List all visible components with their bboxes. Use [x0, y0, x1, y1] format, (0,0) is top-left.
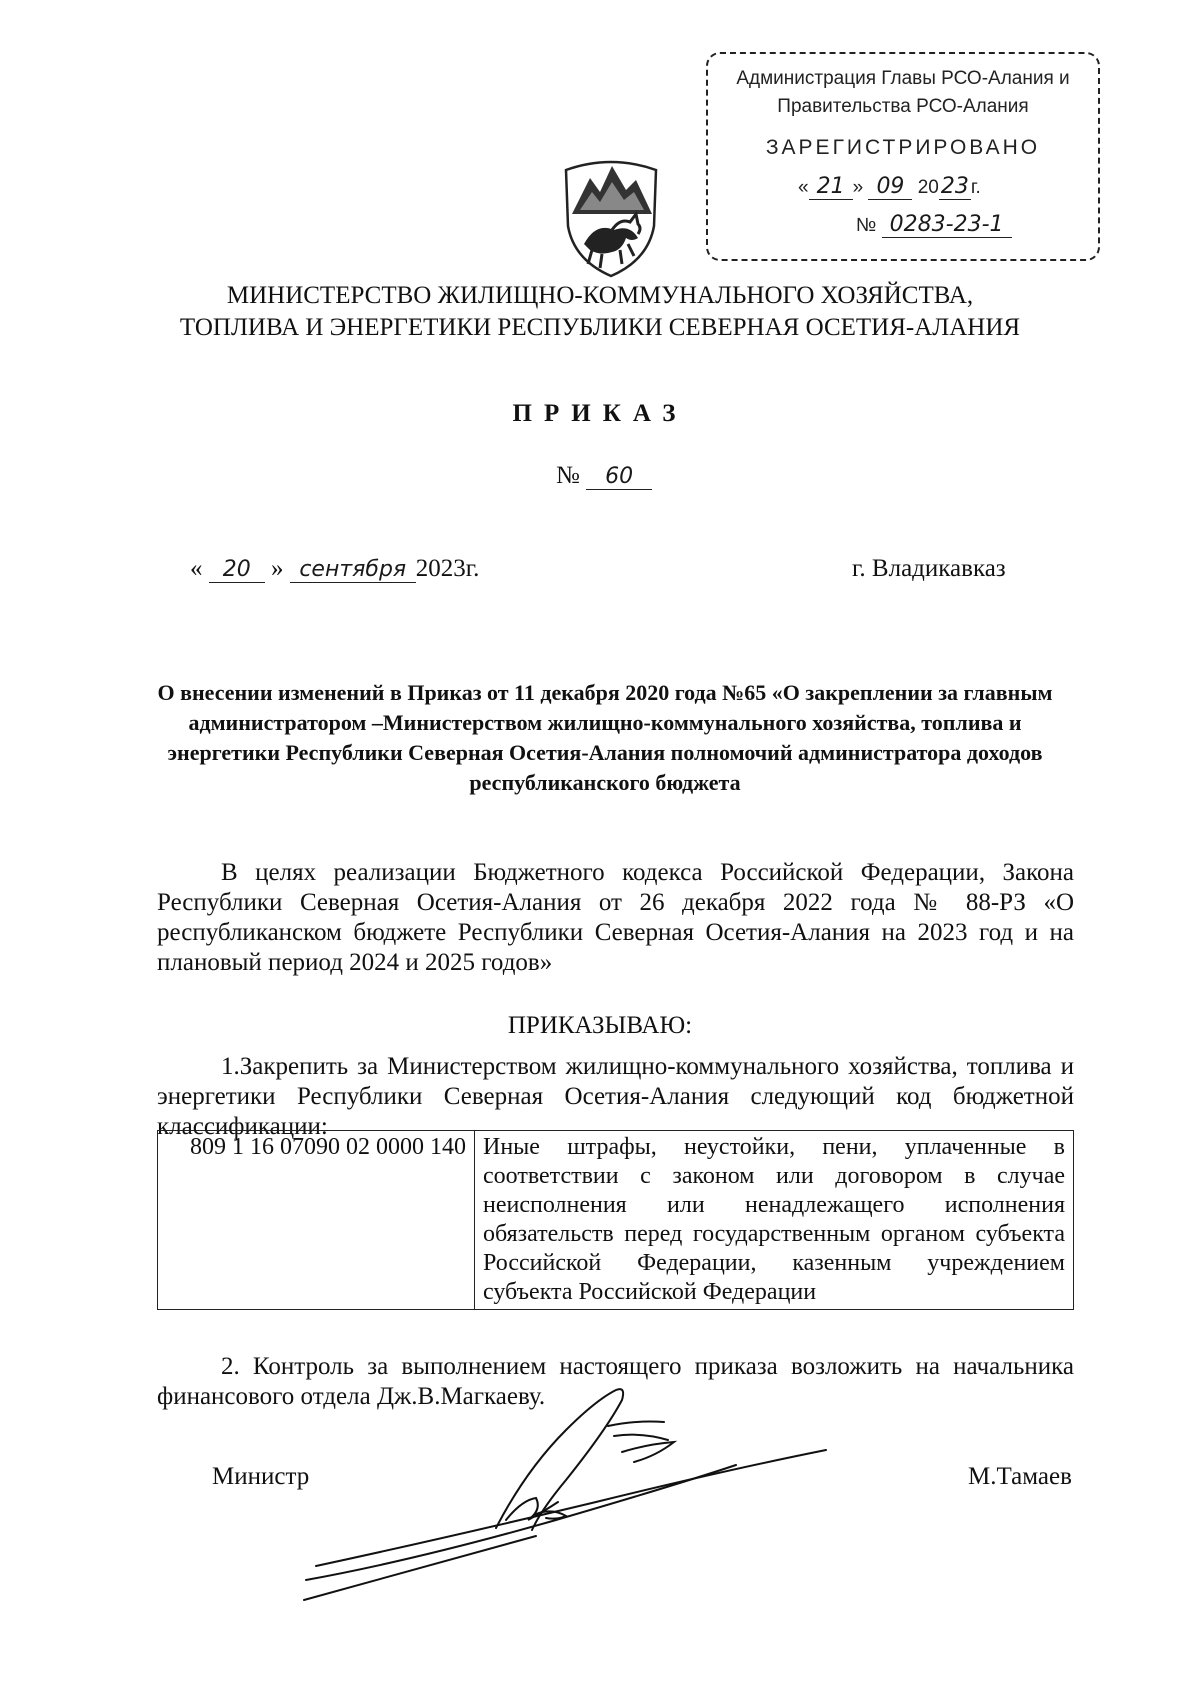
signatory-role: Министр	[212, 1463, 310, 1490]
order-date: « 20 » сентября 2023г.	[190, 555, 480, 582]
stamp-date: « 21 » 09 2023 г.	[798, 174, 981, 199]
order-word: ПРИКАЗЫВАЮ:	[507, 1012, 693, 1039]
order-title: О внесении изменений в Приказ от 11 декабря 2020 года №65 «О закреплении за главным администратором –Министерством жилищно-коммунального хозяйства, топлива и энергетики Республики Северная Осетия-Алания полномочий администратора доходов республиканского бюджета	[157, 680, 1053, 795]
item-2-paragraph: 2. Контроль за выполнением настоящего приказа возложить на начальника финансового отдела Дж.В.Магкаеву.	[157, 1353, 1074, 1410]
registration-stamp	[706, 52, 1100, 261]
budget-description-cell: Иные штрафы, неустойки, пени, уплаченные в соответствии с законом или договором в случае неисполнения или ненадлежащего исполнения обязательств перед государственным органом субъекта Российской Федерации, казенным учреждением субъекта Российской Федерации	[475, 1131, 1074, 1310]
coat-of-arms-icon	[556, 152, 666, 278]
order-number: № 60	[556, 462, 652, 490]
order-number-value: 60	[586, 464, 652, 490]
budget-code-cell: 809 1 16 07090 02 0000 140	[158, 1131, 475, 1310]
handwritten-signature	[296, 1370, 916, 1610]
order-city: г. Владикавказ	[852, 555, 1006, 582]
stamp-status: ЗАРЕГИСТРИРОВАНО	[765, 136, 1041, 159]
stamp-date-day: 21	[809, 174, 853, 200]
order-date-month: сентября	[290, 557, 416, 583]
stamp-date-year: 23	[940, 174, 969, 199]
preamble-paragraph: В целях реализации Бюджетного кодекса Российской Федерации, Закона Республики Северная Осетия-Алания от 26 декабря 2022 года № 88-РЗ «О республиканском бюджете Республики Северная Осетия-Алания на 2023 год и на плановый период 2024 и 2025 годов»	[157, 859, 1074, 976]
stamp-line-1: Администрация Главы РСО-Алания и	[736, 68, 1070, 89]
table-row	[158, 1131, 1074, 1310]
ministry-name-line-1: МИНИСТЕРСТВО ЖИЛИЩНО-КОММУНАЛЬНОГО ХОЗЯЙСТВА,	[226, 282, 974, 309]
budget-code-table	[157, 1130, 1074, 1310]
stamp-number: № 0283-23-1	[856, 212, 1012, 238]
item-1-paragraph: 1.Закрепить за Министерством жилищно-коммунального хозяйства, топлива и энергетики Республики Северная Осетия-Алания следующий код бюджетной классификации:	[157, 1053, 1074, 1140]
document-type: ПРИКАЗ	[512, 400, 688, 427]
order-date-day: 20	[209, 557, 265, 583]
signatory-name: М.Тамаев	[968, 1463, 1072, 1490]
stamp-date-month: 09	[868, 174, 912, 200]
stamp-line-2: Правительства РСО-Алания	[777, 96, 1029, 117]
ministry-name-line-2: ТОПЛИВА И ЭНЕРГЕТИКИ РЕСПУБЛИКИ СЕВЕРНАЯ ОСЕТИЯ-АЛАНИЯ	[179, 314, 1021, 341]
stamp-number-value: 0283-23-1	[882, 212, 1012, 238]
